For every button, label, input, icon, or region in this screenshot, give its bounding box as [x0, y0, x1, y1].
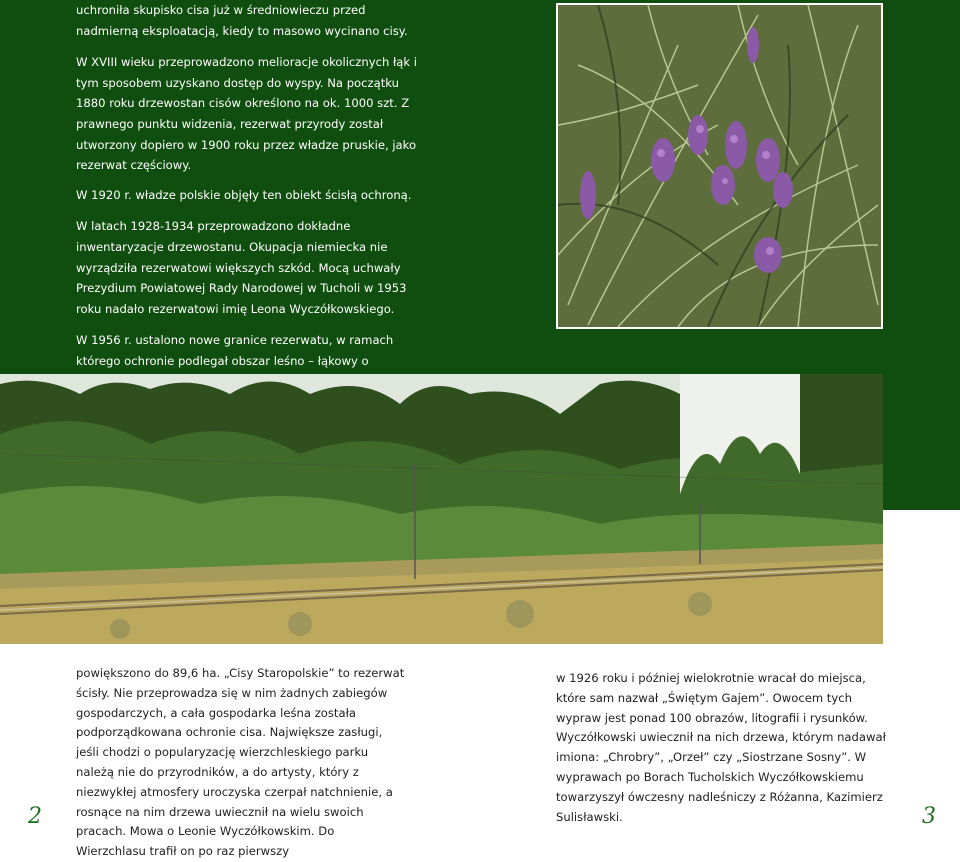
bottom-right-paragraph: w 1926 roku i później wielokrotnie wracał do miejsca, które sam nazwał „Świętym Gajem”. Owocem tych wypraw jest ponad 100 obrazów, litografii i rysunków. Wyczółkowski uwiecznił na nich drzewa, którym nadawał imiona: „Chrobry”, „Orzeł” czy „Siostrzane Sosny”. W wyprawach po Borach Tucholskich Wyczółkowskiemu towarzyszył ówczesny nadleśniczy z Różanna, Kazimierz Sulisławski. — [556, 671, 886, 824]
orchid-photo-image — [558, 5, 881, 327]
paragraph-2: W XVIII wieku przeprowadzono melioracje okolicznych łąk i tym sposobem uzyskano dostęp do wyspy. Na początku 1880 roku drzewostan cisów określono na ok. 1000 szt. Z prawnego punktu widzenia, rezerwat przyrody został utworzony dopiero w 1900 roku przez władze pruskie, jako rezerwat częściowy. — [76, 55, 418, 173]
bottom-left-text-column — [76, 664, 406, 862]
bottom-left-paragraph: powiększono do 89,6 ha. „Cisy Staropolskie” to rezerwat ścisły. Nie przeprowadza się w nim żadnych zabiegów gospodarczych, a cała gospodarka leśna została podporządkowana ochronie cisa. Największe zasługi, jeśli chodzi o popularyzację wierzchleskiego parku należą nie do przyrodników, a do artysty, który z niezwykłej atmosfery uroczyska czerpał natchnienie, a rosnące na nim drzewa uwiecznił na wielu swoich pracach. Mowa o Leonie Wyczółkowskim. Do Wierzchlasu trafił on po raz pierwszy — [76, 666, 405, 859]
page-number-left: 2 — [28, 804, 42, 829]
orchid-photo — [556, 3, 883, 329]
paragraph-3: W 1920 r. władze polskie objęły ten obiekt ścisłą ochroną. — [76, 187, 412, 202]
page-number-right: 3 — [922, 804, 936, 829]
paragraph-4: W latach 1928-1934 przeprowadzono dokładne inwentaryzacje drzewostanu. Okupacja niemiecka nie wyrządziła rezerwatowi większych szkód. Mocą uchwały Prezydium Powiatowej Rady Narodowej w Tucholi w 1953 roku nadało rezerwatowi imię Leona Wyczółkowskiego. — [76, 219, 407, 316]
forest-railway-image — [0, 374, 883, 644]
paragraph-1: uchroniła skupisko cisa już w średniowieczu przed nadmierną eksploatacją, kiedy to masowo wycinano cisy. — [76, 3, 408, 38]
top-text-column — [76, 0, 421, 424]
bottom-right-text-column — [556, 669, 886, 827]
paragraph-5: W 1956 r. ustalono nowe granice rezerwatu, w ramach którego ochronie podlegał obszar leśno – łąkowy o — [76, 333, 394, 368]
forest-railway-photo — [0, 374, 883, 644]
